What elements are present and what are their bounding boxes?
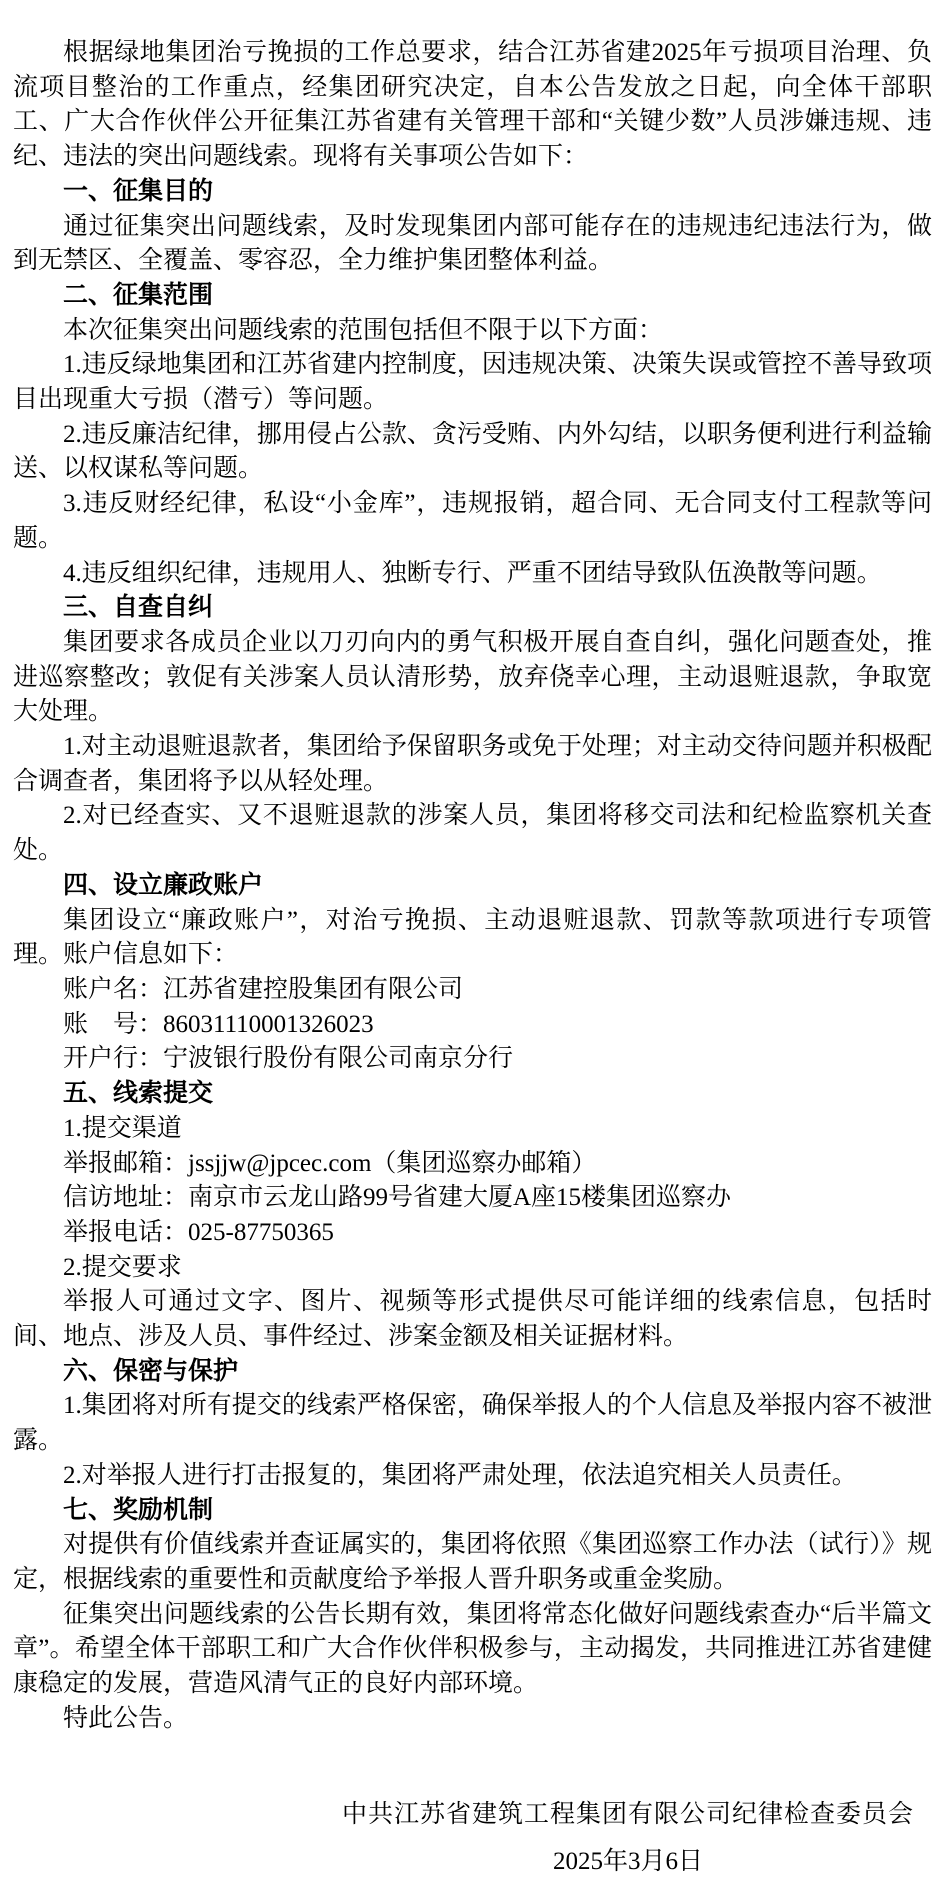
paragraph: 账 号：86031110001326023 [63, 1010, 374, 1038]
paragraph: 本次征集突出问题线索的范围包括但不限于以下方面： [63, 316, 664, 344]
paragraph: 集团设立“廉政账户”，对治亏挽损、主动退赃退款、罚款等款项进行专项管理。账户信息如下： [13, 906, 932, 969]
paragraph: 对提供有价值线索并查证属实的，集团将依照《集团巡察工作办法（试行）》规定，根据线索的重要性和贡献度给予举报人晋升职务或重金奖励。 [13, 1531, 932, 1593]
sections-container [13, 175, 932, 1702]
section-heading: 一、征集目的 [63, 177, 214, 205]
section-heading: 六、保密与保护 [63, 1357, 239, 1385]
signature-inner [342, 1798, 914, 1879]
paragraph: 集团要求各成员企业以刀刃向内的勇气积极开展自查自纠，强化问题查处，推进巡察整改；敦促有关涉案人员认清形势，放弃侥幸心理，主动退赃退款，争取宽大处理。 [13, 628, 932, 726]
paragraph: 1.提交渠道 [63, 1114, 182, 1142]
paragraph: 1.集团将对所有提交的线索严格保密，确保举报人的个人信息及举报内容不被泄露。 [13, 1392, 932, 1455]
paragraph: 1.对主动退赃退款者，集团给予保留职务或免于处理；对主动交待问题并积极配合调查者，集团将予以从轻处理。 [13, 733, 932, 795]
paragraph: 4.违反组织纪律，违规用人、独断专行、严重不团结导致队伍涣散等问题。 [63, 559, 882, 587]
paragraph: 3.违反财经纪律，私设“小金库”，违规报销，超合同、无合同支付工程款等问题。 [13, 490, 932, 552]
section-heading: 七、奖励机制 [63, 1496, 214, 1524]
paragraph: 通过征集突出问题线索，及时发现集团内部可能存在的违规违纪违法行为，做到无禁区、全覆盖、零容忍，全力维护集团整体利益。 [13, 212, 932, 275]
signature-date: 2025年3月6日 [552, 1848, 703, 1876]
paragraph: 举报邮箱：jssjjw@jpcec.com（集团巡察办邮箱） [63, 1149, 597, 1177]
section-heading: 三、自查自纠 [63, 594, 214, 622]
paragraph: 信访地址：南京市云龙山路99号省建大厦A座15楼集团巡察办 [63, 1184, 732, 1212]
paragraph: 1.违反绿地集团和江苏省建内控制度，因违规决策、决策失误或管控不善导致项目出现重大亏损（潜亏）等问题。 [13, 351, 932, 414]
paragraph: 2.对举报人进行打击报复的，集团将严肃处理，依法追究相关人员责任。 [63, 1461, 857, 1489]
intro-paragraph: 根据绿地集团治亏挽损的工作总要求，结合江苏省建2025年亏损项目治理、负流项目整治的工作重点，经集团研究决定，自本公告发放之日起，向全体干部职工、广大合作伙伴公开征集江苏省建有关管理干部和“关键少数”人员涉嫌违规、违纪、违法的突出问题线索。现将有关事项公告如下： [13, 39, 932, 171]
section-heading: 四、设立廉政账户 [63, 871, 264, 899]
closing-text: 特此公告。 [63, 1704, 189, 1732]
section-heading: 二、征集范围 [63, 281, 214, 309]
paragraph: 2.提交要求 [63, 1253, 182, 1281]
paragraph: 2.对已经查实、又不退赃退款的涉案人员，集团将移交司法和纪检监察机关查处。 [13, 802, 932, 865]
paragraph: 2.违反廉洁纪律，挪用侵占公款、贪污受贿、内外勾结，以职务便利进行利益输送、以权谋私等问题。 [13, 420, 932, 483]
paragraph: 征集突出问题线索的公告长期有效，集团将常态化做好问题线索查办“后半篇文章”。希望全体干部职工和广大合作伙伴积极参与，主动揭发，共同推进江苏省建健康稳定的发展，营造风清气正的良好内部环境。 [13, 1600, 932, 1698]
paragraph: 举报电话：025-87750365 [63, 1218, 334, 1246]
section-heading: 五、线索提交 [63, 1080, 214, 1108]
signature-org: 中共江苏省建筑工程集团有限公司纪律检查委员会 [341, 1801, 914, 1829]
paragraph: 开户行：宁波银行股份有限公司南京分行 [63, 1045, 514, 1073]
paragraph: 账户名：江苏省建控股集团有限公司 [63, 975, 464, 1003]
signature-block [13, 1798, 932, 1879]
paragraph: 举报人可通过文字、图片、视频等形式提供尽可能详细的线索信息，包括时间、地点、涉及人员、事件经过、涉案金额及相关证据材料。 [13, 1288, 932, 1351]
